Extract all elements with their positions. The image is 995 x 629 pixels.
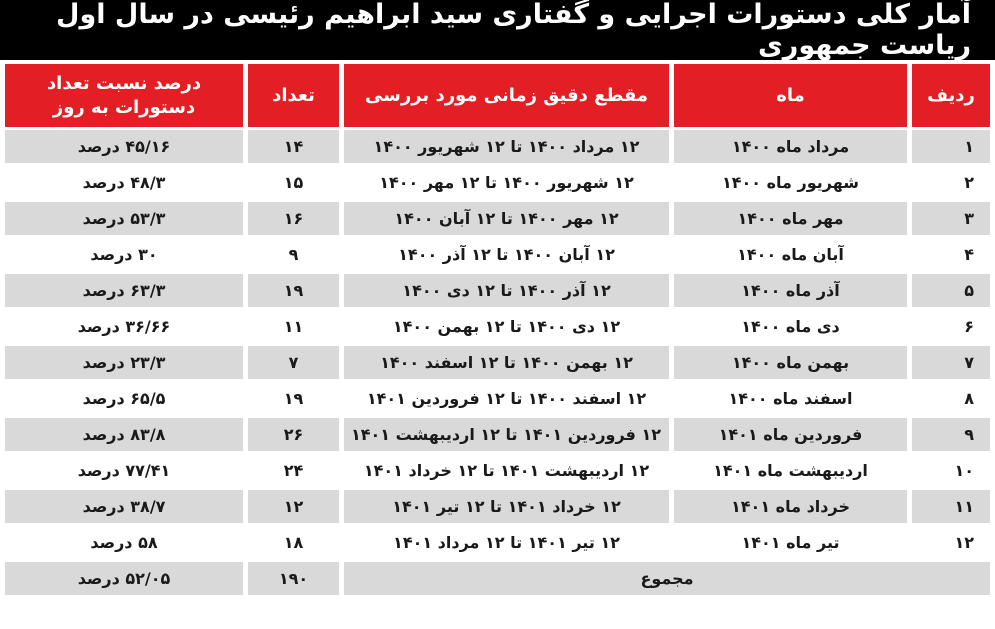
- cell-month: خرداد ماه ۱۴۰۱: [674, 490, 907, 523]
- cell-count: ۹: [248, 238, 339, 271]
- cell-period: ۱۲ آذر ۱۴۰۰ تا ۱۲ دی ۱۴۰۰: [344, 274, 669, 307]
- table-row: [5, 382, 990, 415]
- cell-percent: ۶۵/۵ درصد: [5, 382, 243, 415]
- cell-month: آذر ماه ۱۴۰۰: [674, 274, 907, 307]
- cell-month: بهمن ماه ۱۴۰۰: [674, 346, 907, 379]
- cell-row-number: ۷: [912, 346, 990, 379]
- cell-percent: ۴۸/۳ درصد: [5, 166, 243, 199]
- table-row: [5, 166, 990, 199]
- cell-count: ۱۹: [248, 382, 339, 415]
- total-label: مجموع: [344, 562, 990, 595]
- cell-count: ۲۶: [248, 418, 339, 451]
- cell-row-number: ۲: [912, 166, 990, 199]
- header-percent: درصد نسبت تعداد دستورات به روز: [5, 64, 243, 127]
- cell-count: ۱۹: [248, 274, 339, 307]
- cell-month: مهر ماه ۱۴۰۰: [674, 202, 907, 235]
- cell-period: ۱۲ اردیبهشت ۱۴۰۱ تا ۱۲ خرداد ۱۴۰۱: [344, 454, 669, 487]
- cell-percent: ۸۳/۸ درصد: [5, 418, 243, 451]
- cell-count: ۱۸: [248, 526, 339, 559]
- document-title: آمار کلی دستورات اجرایی و گفتاری سید ابراهیم رئیسی در سال اول ریاست جمهوری: [56, 0, 971, 61]
- cell-row-number: ۸: [912, 382, 990, 415]
- cell-count: ۱۱: [248, 310, 339, 343]
- table-total-row: [5, 562, 990, 595]
- cell-period: ۱۲ بهمن ۱۴۰۰ تا ۱۲ اسفند ۱۴۰۰: [344, 346, 669, 379]
- cell-period: ۱۲ شهریور ۱۴۰۰ تا ۱۲ مهر ۱۴۰۰: [344, 166, 669, 199]
- cell-row-number: ۵: [912, 274, 990, 307]
- cell-percent: ۵۳/۳ درصد: [5, 202, 243, 235]
- cell-count: ۱۴: [248, 130, 339, 163]
- cell-count: ۱۶: [248, 202, 339, 235]
- cell-percent: ۲۳/۳ درصد: [5, 346, 243, 379]
- cell-percent: ۳۸/۷ درصد: [5, 490, 243, 523]
- cell-row-number: ۶: [912, 310, 990, 343]
- table-row: [5, 346, 990, 379]
- cell-month: اردیبهشت ماه ۱۴۰۱: [674, 454, 907, 487]
- table-row: [5, 418, 990, 451]
- header-count: تعداد: [248, 64, 339, 127]
- cell-period: ۱۲ فروردین ۱۴۰۱ تا ۱۲ اردیبهشت ۱۴۰۱: [344, 418, 669, 451]
- cell-row-number: ۱۱: [912, 490, 990, 523]
- cell-period: ۱۲ خرداد ۱۴۰۱ تا ۱۲ تیر ۱۴۰۱: [344, 490, 669, 523]
- cell-count: ۱۵: [248, 166, 339, 199]
- cell-period: ۱۲ مرداد ۱۴۰۰ تا ۱۲ شهریور ۱۴۰۰: [344, 130, 669, 163]
- directives-stats-table: [0, 61, 995, 598]
- table-row: [5, 526, 990, 559]
- cell-period: ۱۲ مهر ۱۴۰۰ تا ۱۲ آبان ۱۴۰۰: [344, 202, 669, 235]
- cell-percent: ۶۳/۳ درصد: [5, 274, 243, 307]
- cell-month: دی ماه ۱۴۰۰: [674, 310, 907, 343]
- cell-row-number: ۳: [912, 202, 990, 235]
- table-row: [5, 238, 990, 271]
- cell-count: ۱۲: [248, 490, 339, 523]
- cell-percent: ۴۵/۱۶ درصد: [5, 130, 243, 163]
- cell-month: آبان ماه ۱۴۰۰: [674, 238, 907, 271]
- header-month: ماه: [674, 64, 907, 127]
- cell-period: ۱۲ اسفند ۱۴۰۰ تا ۱۲ فروردین ۱۴۰۱: [344, 382, 669, 415]
- cell-month: مرداد ماه ۱۴۰۰: [674, 130, 907, 163]
- cell-percent: ۵۸ درصد: [5, 526, 243, 559]
- cell-row-number: ۱۰: [912, 454, 990, 487]
- cell-percent: ۷۷/۴۱ درصد: [5, 454, 243, 487]
- table-row: [5, 274, 990, 307]
- header-row-number: ردیف: [912, 64, 990, 127]
- cell-month: اسفند ماه ۱۴۰۰: [674, 382, 907, 415]
- cell-period: ۱۲ آبان ۱۴۰۰ تا ۱۲ آذر ۱۴۰۰: [344, 238, 669, 271]
- table-row: [5, 490, 990, 523]
- cell-percent: ۳۶/۶۶ درصد: [5, 310, 243, 343]
- table-header-row: [5, 64, 990, 127]
- cell-row-number: ۹: [912, 418, 990, 451]
- table-row: [5, 454, 990, 487]
- cell-period: ۱۲ دی ۱۴۰۰ تا ۱۲ بهمن ۱۴۰۰: [344, 310, 669, 343]
- table-row: [5, 202, 990, 235]
- cell-month: فروردین ماه ۱۴۰۱: [674, 418, 907, 451]
- table-row: [5, 310, 990, 343]
- total-percent: ۵۲/۰۵ درصد: [5, 562, 243, 595]
- cell-month: شهریور ماه ۱۴۰۰: [674, 166, 907, 199]
- cell-percent: ۳۰ درصد: [5, 238, 243, 271]
- cell-count: ۷: [248, 346, 339, 379]
- cell-month: تیر ماه ۱۴۰۱: [674, 526, 907, 559]
- total-count: ۱۹۰: [248, 562, 339, 595]
- cell-row-number: ۱: [912, 130, 990, 163]
- document-title-bar: [0, 0, 995, 60]
- cell-count: ۲۴: [248, 454, 339, 487]
- cell-period: ۱۲ تیر ۱۴۰۱ تا ۱۲ مرداد ۱۴۰۱: [344, 526, 669, 559]
- cell-row-number: ۴: [912, 238, 990, 271]
- cell-row-number: ۱۲: [912, 526, 990, 559]
- table-row: [5, 130, 990, 163]
- header-period: مقطع دقیق زمانی مورد بررسی: [344, 64, 669, 127]
